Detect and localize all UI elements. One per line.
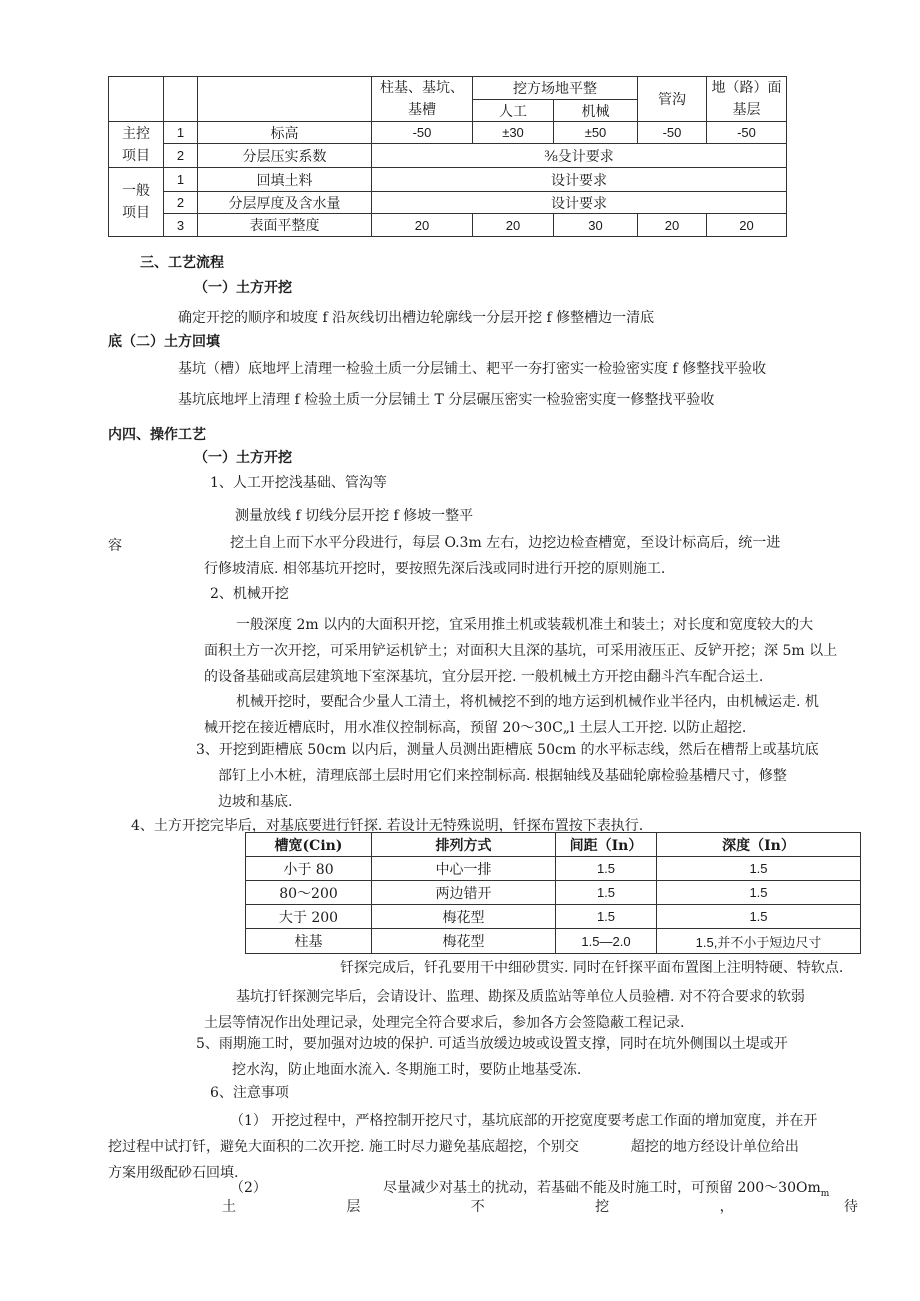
item-2-paragraph-1: 一般深度 2m 以内的大面积开挖，宜采用推土机或装载机准土和装土；对长度和宽度较大的大 面积土方一次开挖，可采用铲运机铲土；对面积大且深的基坑，可采用液压正、反铲开挖；深 5m 以上 的设备基础或高层建筑地下室深基坑，宜分层开挖. 一般机械土方开挖由翻斗汽车配合运土. xyxy=(204,617,838,685)
header-road-base: 地（路）面 基层 xyxy=(707,77,787,122)
row-number: 1 xyxy=(164,168,198,192)
table-header-blank xyxy=(198,77,372,122)
table-cell: 30 xyxy=(554,214,638,237)
table-cell: 1.5—2.0 xyxy=(556,929,657,954)
item-2-paragraph-2: 机械开挖时，要配合少量人工清土，将机械挖不到的地方运到机械作业半径内，由机械运走. 机 械开挖在接近槽底时，用水准仪控制标高，预留 20～30C„l 土层人工开挖. 以防止超挖. xyxy=(204,694,819,736)
row-item: 表面平整度 xyxy=(198,214,372,237)
header-pipe-trench: 管沟 xyxy=(638,77,707,122)
table-cell: 20 xyxy=(707,214,787,237)
row-number: 2 xyxy=(164,192,198,214)
flow-excavation: 确定开挖的顺序和坡度 f 沿灰线切出槽边轮廓线一分层开挖 f 修整槽边一清底 xyxy=(178,310,655,326)
group-main-control: 主控 项目 xyxy=(109,122,164,168)
table-header: 槽宽(Cin) xyxy=(246,833,372,857)
table-cell: ±50 xyxy=(554,122,638,144)
item-2-heading: 2、机械开挖 xyxy=(210,586,289,602)
header-machine: 机械 xyxy=(554,100,638,122)
table-cell: 1.5 xyxy=(556,905,657,929)
note-2-text: 尽量减少对基土的扰动，若基础不能及时施工时，可预留 $200\sim 30Om_m$ xyxy=(383,1180,830,1199)
table-cell: 1.5 xyxy=(657,857,861,881)
flow-backfill-manual: 基坑（槽）底地坪上清理一检验土质一分层铺土、耙平一夯打密实一检验密实度 f 修整找平验收 xyxy=(178,361,767,377)
header-manual: 人工 xyxy=(473,100,554,122)
table-cell: 两边错开 xyxy=(372,881,556,905)
table-cell: 中心一排 xyxy=(372,857,556,881)
row-item: 回填土料 xyxy=(198,168,372,192)
table-cell: 1.5 xyxy=(657,905,861,929)
item-1-heading: 1、人工开挖浅基础、管沟等 xyxy=(210,475,387,491)
probing-table xyxy=(245,832,861,954)
item-3-paragraph: 3、开挖到距槽底 50cm 以内后，测量人员测出距槽底 50cm 的水平标志线，然后在槽帮上或基坑底 部钉上小木桩，清理底部土层时用它们来控制标高. 根据轴线及基础轮廓检验基槽尺寸，修整 边坡和基底. xyxy=(196,742,819,810)
table-cell: 小于 80 xyxy=(246,857,372,881)
section-4-title: 内四、操作工艺 xyxy=(108,426,206,442)
section-3-sub-backfill: 底（二）土方回填 xyxy=(108,333,220,349)
table-cell: 20 xyxy=(638,214,707,237)
row-item: 分层厚度及含水量 xyxy=(198,192,372,214)
table-cell: 1.5 xyxy=(556,881,657,905)
row-number: 1 xyxy=(164,122,198,144)
note-2-label: （2） xyxy=(230,1180,267,1196)
note-2-continuation: 土 层 不 挖 ， 待 xyxy=(222,1199,858,1215)
table-cell: 梅花型 xyxy=(372,905,556,929)
table-header-blank xyxy=(109,77,164,122)
table-cell: 80～200 xyxy=(246,881,372,905)
item-1-flow: 测量放线 f 切线分层开挖 f 修坡一整平 xyxy=(235,508,474,524)
header-site-grading: 挖方场地平整 xyxy=(473,77,638,100)
inspection-paragraph: 基坑打钎探测完毕后，会请设计、监理、勘探及质监站等单位人员验槽. 对不符合要求的软弱 土层等情况作出处理记录，处理完全符合要求后，参加各方会签隐蔽工程记录. xyxy=(204,989,805,1031)
table-header: 深度（In） xyxy=(657,833,861,857)
item-4-heading: 4、土方开挖完毕后，对基底要进行钎探. 若设计无特殊说明，钎探布置按下表执行. xyxy=(131,818,644,834)
table-cell: -50 xyxy=(372,122,473,144)
table-cell: -50 xyxy=(638,122,707,144)
table-cell: 梅花型 xyxy=(372,929,556,954)
header-foundation: 柱基、基坑、 基槽 xyxy=(372,77,473,122)
row-item: 标高 xyxy=(198,122,372,144)
table-cell: ±30 xyxy=(473,122,554,144)
table-cell: -50 xyxy=(707,122,787,144)
table-header: 排列方式 xyxy=(372,833,556,857)
table-cell: 20 xyxy=(473,214,554,237)
table-cell: 柱基 xyxy=(246,929,372,954)
table-header-blank xyxy=(164,77,198,122)
row-item: 分层压实系数 xyxy=(198,144,372,168)
section-4-sub-excavation: （一）土方开挖 xyxy=(194,449,292,465)
section-3-sub-excavation: （一）土方开挖 xyxy=(194,279,292,295)
group-general: 一般 项目 xyxy=(109,168,164,237)
item-5-paragraph: 5、雨期施工时，要加强对边坡的保护. 可适当放缓边坡或设置支撑，同时在坑外侧围以土堤或开 挖水沟，防止地面水流入. 冬期施工时，要防止地基受冻. xyxy=(196,1036,788,1078)
table-cell-span: 设计要求 xyxy=(372,168,787,192)
row-number: 3 xyxy=(164,214,198,237)
table-cell: 大于 200 xyxy=(246,905,372,929)
item-1-paragraph: 挖土自上而下水平分段进行，每层 O.3m 左右，边挖边检查槽宽，至设计标高后，统一进 行修坡清底. 相邻基坑开挖时，要按照先深后浅或同时进行开挖的原则施工. xyxy=(204,535,781,577)
table-cell: 1.5 xyxy=(657,881,861,905)
note-1-paragraph: （1） 开挖过程中，严格控制开挖尺寸，基坑底部的开挖宽度要考虑工作面的增加宽度，并在开 挖过程中试打钎，避免大面积的二次开挖. 施工时尽力避免基底超挖，个别交 超挖的地方经设计单位给出 方案用级配砂石回填. xyxy=(108,1113,818,1181)
item-6-heading: 6、注意事项 xyxy=(210,1085,289,1101)
flow-backfill-machine: 基坑底地坪上清理 f 检验土质一分层铺土 T 分层碾压密实一检验密实度一修整找平验收 xyxy=(178,392,715,408)
quality-table xyxy=(108,76,787,237)
table-cell: 1.5,并不小于短边尺寸 xyxy=(657,929,861,954)
table-cell: 20 xyxy=(372,214,473,237)
section-3-title: 三、工艺流程 xyxy=(140,254,224,270)
table-header: 间距（In） xyxy=(556,833,657,857)
table-cell-span: ⅜殳计要求 xyxy=(372,144,787,168)
stray-char: 容 xyxy=(108,538,122,554)
row-number: 2 xyxy=(164,144,198,168)
table-cell: 1.5 xyxy=(556,857,657,881)
probing-note: 钎探完成后，钎孔要用干中细砂贯实. 同时在钎探平面布置图上注明特硬、特软点. xyxy=(340,960,844,976)
table-cell-span: 设计要求 xyxy=(372,192,787,214)
